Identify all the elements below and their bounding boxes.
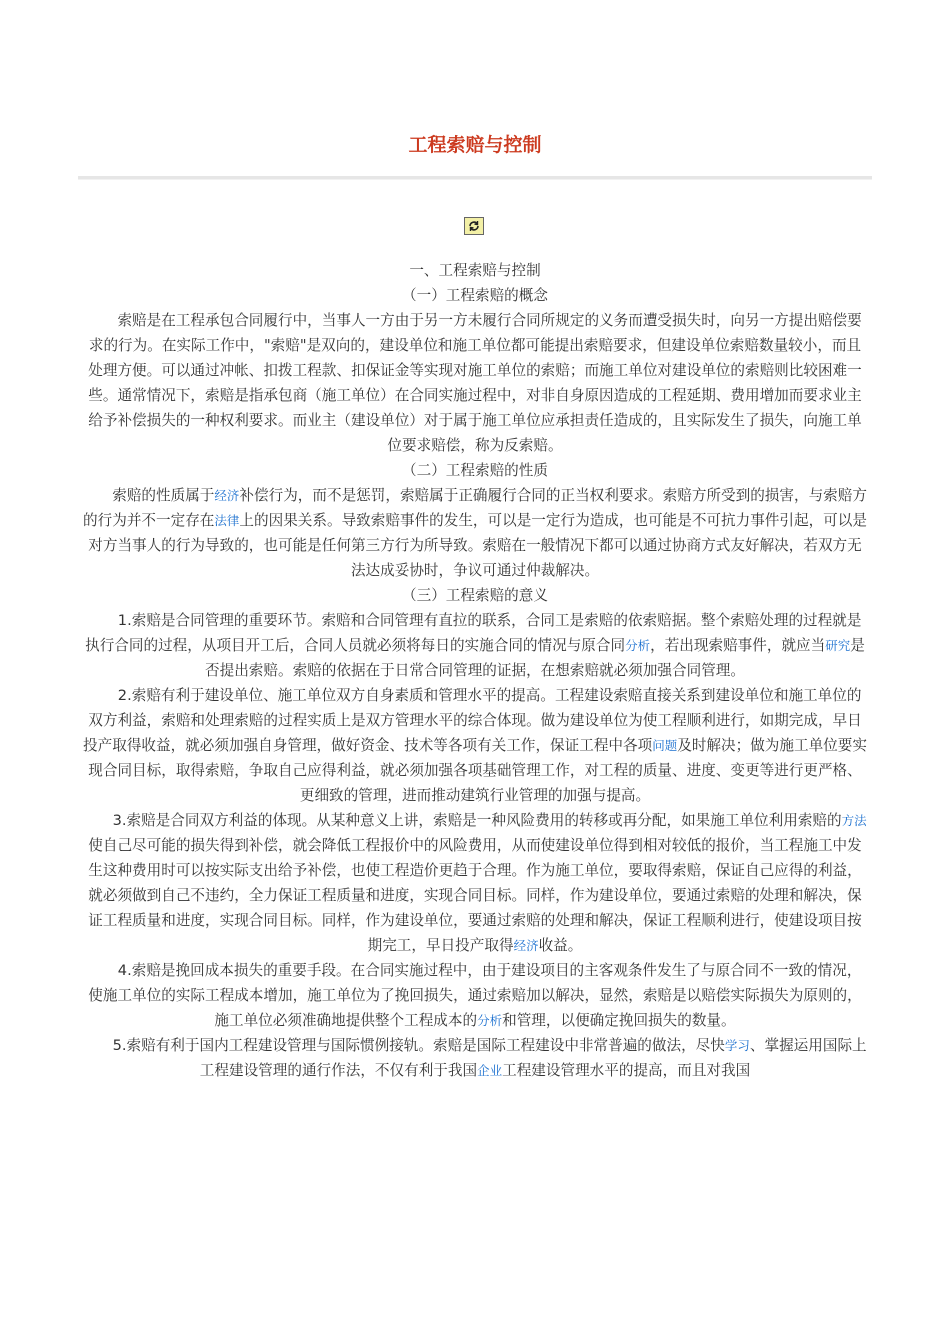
subsection-heading: （一）工程索赔的概念 [402,287,548,304]
link-economy[interactable]: 经济 [513,938,539,953]
section-heading: 一、工程索赔与控制 [409,262,541,279]
list-item: 4.索赔是挽回成本损失的重要手段。在合同实施过程中，由于建设项目的主客观条件发生了与原合同不一致的情况，使施工单位的实际工程成本增加，施工单位为了挽回损失，通过索赔加以解决，显然，索赔是以赔偿实际损失为原则的，施工单位必须准确地提供整个工程成本的分析和管理，以便确定挽回损失的数量。 [88,962,862,1029]
list-item: 1.索赔是合同管理的重要环节。索赔和合同管理有直拉的联系，合同工是索赔的依索赔据。整个索赔处理的过程就是执行合同的过程，从项目开工后，合同人员就必须将每日的实施合同的情况与原合同分析，若出现索赔事件，就应当研究是否提出索赔。索赔的依据在于日常合同管理的证据，在想索赔就必须加强合同管理。 [85,612,865,679]
paragraph-concept: 索赔是在工程承包合同履行中，当事人一方由于另一方未履行合同所规定的义务而遭受损失时，向另一方提出赔偿要求的行为。在实际工作中，"索赔"是双向的，建设单位和施工单位都可能提出索赔要求，但建设单位索赔数量较小，而且处理方便。可以通过冲帐、扣拨工程款、扣保证金等实现对施工单位的索赔；而施工单位对建设单位的索赔则比较困难一些。通常情况下，索赔是指承包商（施工单位）在合同实施过程中，对非自身原因造成的工程延期、费用增加而要求业主给予补偿损失的一种权利要求。而业主（建设单位）对于属于施工单位应承担责任造成的，且实际发生了损失，向施工单位要求赔偿，称为反索赔。 [88,312,862,454]
link-economy[interactable]: 经济 [214,488,240,503]
article-body [82,258,868,1083]
refresh-icon[interactable] [464,217,484,235]
paragraph-nature: 索赔的性质属于经济补偿行为，而不是惩罚，索赔属于正确履行合同的正当权利要求。索赔方所受到的损害，与索赔方的行为并不一定存在法律上的因果关系。导致索赔事件的发生，可以是一定行为造成，也可能是不可抗力事件引起，可以是对方当事人的行为导致的，也可能是任何第三方行为所导致。索赔在一般情况下都可以通过协商方式友好解决，若双方无法达成妥协时，争议可通过仲裁解决。 [83,487,867,579]
subsection-heading: （二）工程索赔的性质 [402,462,548,479]
link-analysis[interactable]: 分析 [625,638,651,653]
list-item: 5.索赔有利于国内工程建设管理与国际惯例接轨。索赔是国际工程建设中非常普遍的做法，尽快学习、掌握运用国际上工程建设管理的通行作法，不仅有利于我国企业工程建设管理水平的提高，而且对我国 [112,1037,867,1079]
link-method[interactable]: 方法 [841,813,867,828]
list-item: 3.索赔是合同双方利益的体现。从某种意义上讲，索赔是一种风险费用的转移或再分配，如果施工单位利用索赔的方法使自己尽可能的损失得到补偿，就会降低工程报价中的风险费用，从而使建设单位得到相对较低的报价，当工程施工中发生这种费用时可以按实际支出给予补偿，也使工程造价更趋于合理。作为施工单位，要取得索赔，保证自己应得的利益，就必须做到自己不违约，全力保证工程质量和进度，实现合同目标。同样，作为建设单位，要通过索赔的处理和解决，保证工程质量和进度，实现合同目标。同样，作为建设单位，要通过索赔的处理和解决，保证工程顺利进行，使建设项目按期完工，早日投产取得经济收益。 [88,812,867,954]
subsection-heading: （三）工程索赔的意义 [402,587,548,604]
link-problem[interactable]: 问题 [652,738,678,753]
title-divider [78,176,872,180]
link-research[interactable]: 研究 [825,638,851,653]
link-analysis[interactable]: 分析 [477,1013,503,1028]
link-law[interactable]: 法律 [214,513,240,528]
list-item: 2.索赔有利于建设单位、施工单位双方自身素质和管理水平的提高。工程建设索赔直接关系到建设单位和施工单位的双方利益，索赔和处理索赔的过程实质上是双方管理水平的综合体现。做为建设单位为使工程顺利进行，如期完成，早日投产取得收益，就必须加强自身管理，做好资金、技术等各项有关工作，保证工程中各项问题及时解决；做为施工单位要实现合同目标，取得索赔，争取自己应得利益，就必须加强各项基础管理工作，对工程的质量、进度、变更等进行更严格、更细致的管理，进而推动建筑行业管理的加强与提高。 [83,687,867,804]
document-title: 工程索赔与控制 [408,134,542,156]
link-study[interactable]: 学习 [724,1038,750,1053]
link-enterprise[interactable]: 企业 [477,1063,503,1078]
